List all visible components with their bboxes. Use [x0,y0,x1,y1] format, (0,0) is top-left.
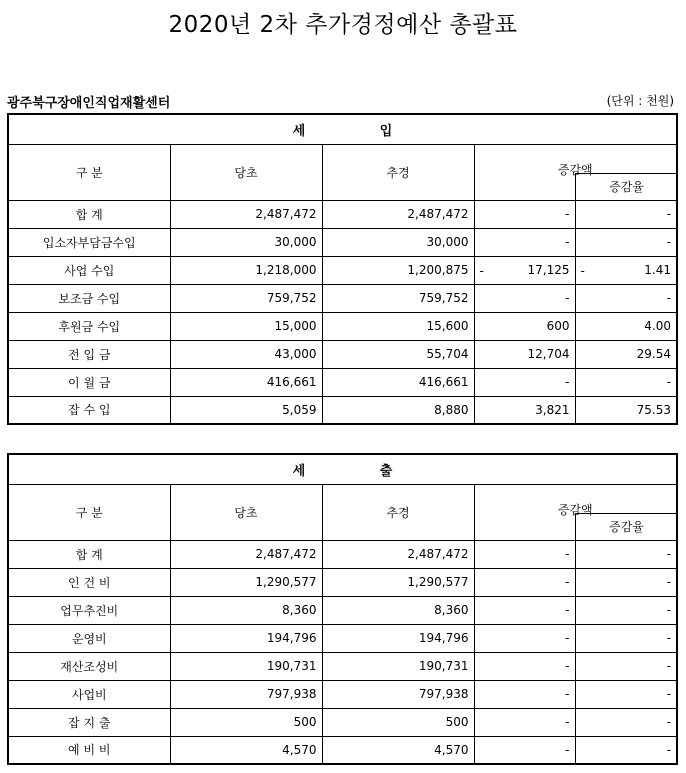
row-change-rate: 29.54 [575,340,677,368]
row-category: 합 계 [8,200,170,228]
row-revised: 1,290,577 [322,568,474,596]
row-category: 잡 지 출 [8,708,170,736]
table-row [8,368,677,396]
table-row [8,312,677,340]
header-change-amount: 증감액 [557,162,593,177]
row-change-rate: - [575,680,677,708]
expense-rows [8,540,677,764]
header-original: 당초 [170,144,322,200]
header-category: 구 분 [8,484,170,540]
table-row [8,652,677,680]
row-change-rate: - [575,568,677,596]
row-revised: 500 [322,708,474,736]
row-change-amount: - [474,284,575,312]
row-revised: 194,796 [322,624,474,652]
table-row [8,396,677,424]
row-change-rate: 4.00 [575,312,677,340]
row-revised: 190,731 [322,652,474,680]
row-change-amount: - [474,228,575,256]
row-category: 인 건 비 [8,568,170,596]
row-change-amount: - [474,708,575,736]
table-row [8,736,677,764]
table-row [8,568,677,596]
header-revised: 추경 [322,484,474,540]
row-category: 재산조성비 [8,652,170,680]
row-change-rate: - [575,228,677,256]
row-change-amount: - [474,200,575,228]
row-revised: 55,704 [322,340,474,368]
row-revised: 759,752 [322,284,474,312]
row-change-amount: - [474,368,575,396]
row-original: 30,000 [170,228,322,256]
page-title: 2020년 2차 추가경정예산 총괄표 [168,12,518,38]
row-original: 5,059 [170,396,322,424]
row-category: 보조금 수입 [8,284,170,312]
row-change-rate: - [575,200,677,228]
row-category: 사업비 [8,680,170,708]
table-row [8,680,677,708]
row-change-rate: - [575,624,677,652]
row-change-amount: 12,704 [474,340,575,368]
value: 17,125 [527,263,570,277]
table-row [8,708,677,736]
income-table [7,113,678,425]
expense-table [7,453,678,765]
row-original: 2,487,472 [170,200,322,228]
row-change-amount [474,256,575,284]
row-original: 4,570 [170,736,322,764]
row-change-rate: - [575,368,677,396]
table-row [8,228,677,256]
row-change-amount: - [474,736,575,764]
header-change [474,144,677,200]
row-original: 43,000 [170,340,322,368]
row-change-rate: - [575,540,677,568]
header-category: 구 분 [8,144,170,200]
row-change-rate [575,256,677,284]
table-row [8,624,677,652]
row-change-amount: - [474,540,575,568]
header-change-amount: 증감액 [557,502,593,517]
row-category: 업무추진비 [8,596,170,624]
row-change-rate: - [575,652,677,680]
expense-section-title: 세 출 [8,454,677,484]
row-original: 759,752 [170,284,322,312]
income-section-title: 세 입 [8,114,677,144]
header-revised: 추경 [322,144,474,200]
row-change-rate: - [575,284,677,312]
table-row [8,596,677,624]
table-row [8,340,677,368]
row-change-amount: - [474,568,575,596]
row-category: 후원금 수입 [8,312,170,340]
row-revised: 2,487,472 [322,200,474,228]
row-original: 15,000 [170,312,322,340]
row-original: 2,487,472 [170,540,322,568]
organization-name: 광주북구장애인직업재활센터 [7,96,171,111]
row-original: 797,938 [170,680,322,708]
header-change-rate: 증감율 [575,173,677,201]
row-original: 416,661 [170,368,322,396]
row-revised: 1,200,875 [322,256,474,284]
income-rows [8,200,677,424]
header-change [474,484,677,540]
row-category: 잡 수 입 [8,396,170,424]
table-row [8,540,677,568]
minus-sign: - [479,263,484,278]
row-revised: 416,661 [322,368,474,396]
section-title-row [8,114,677,144]
row-original: 500 [170,708,322,736]
row-original: 190,731 [170,652,322,680]
header-row [8,484,677,540]
row-change-amount: 3,821 [474,396,575,424]
header-change-rate: 증감율 [575,513,677,541]
row-original: 194,796 [170,624,322,652]
row-revised: 8,880 [322,396,474,424]
row-change-amount: - [474,624,575,652]
row-change-amount: - [474,680,575,708]
row-revised: 15,600 [322,312,474,340]
row-change-rate: - [575,596,677,624]
row-change-amount: - [474,596,575,624]
minus-sign: - [580,263,585,278]
row-revised: 8,360 [322,596,474,624]
row-category: 전 입 금 [8,340,170,368]
row-category: 이 월 금 [8,368,170,396]
row-category: 입소자부담금수입 [8,228,170,256]
row-revised: 2,487,472 [322,540,474,568]
table-row [8,284,677,312]
row-category: 예 비 비 [8,736,170,764]
row-revised: 797,938 [322,680,474,708]
section-title-row [8,454,677,484]
header-row [8,144,677,200]
row-change-rate: 75.53 [575,396,677,424]
row-category: 운영비 [8,624,170,652]
row-change-rate: - [575,736,677,764]
row-original: 1,218,000 [170,256,322,284]
row-original: 8,360 [170,596,322,624]
row-category: 합 계 [8,540,170,568]
row-change-rate: - [575,708,677,736]
row-category: 사업 수입 [8,256,170,284]
row-change-amount: 600 [474,312,575,340]
unit-label: (단위 : 천원) [606,94,674,108]
value: 1.41 [644,263,672,277]
table-row [8,256,677,284]
row-original: 1,290,577 [170,568,322,596]
row-revised: 30,000 [322,228,474,256]
row-change-amount: - [474,652,575,680]
row-revised: 4,570 [322,736,474,764]
header-original: 당초 [170,484,322,540]
table-row [8,200,677,228]
